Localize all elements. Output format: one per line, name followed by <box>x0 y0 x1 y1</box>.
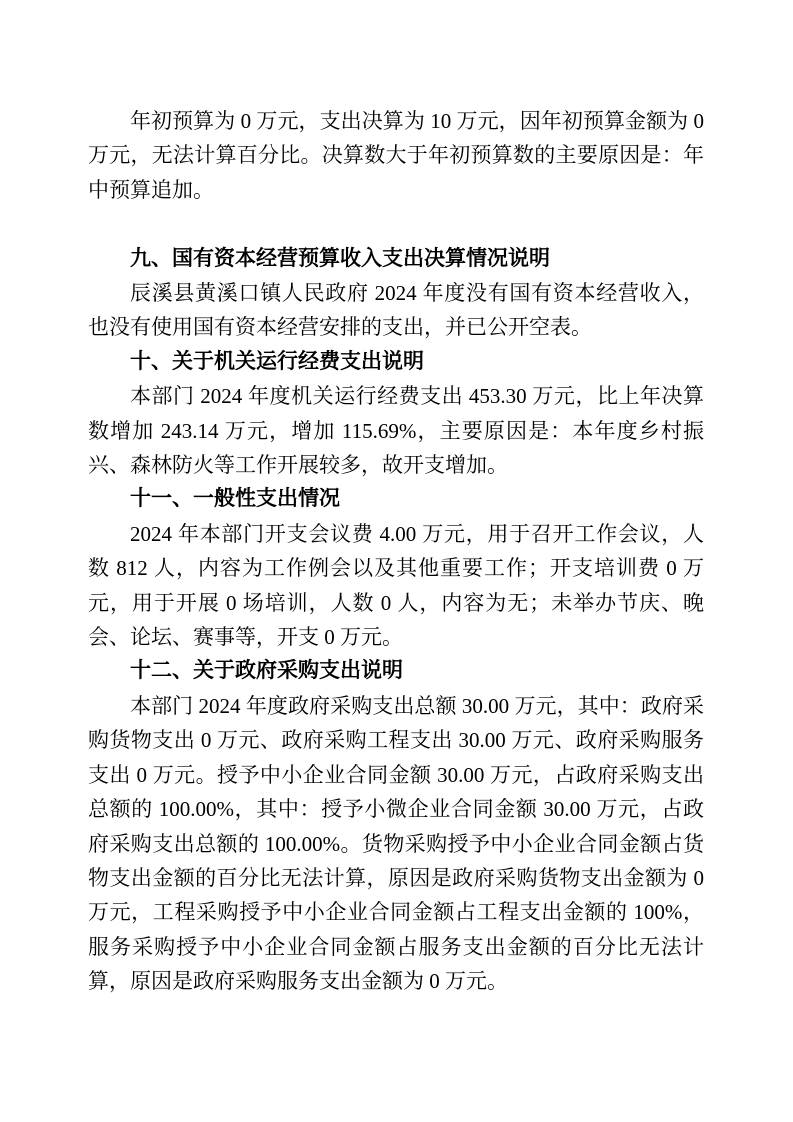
blank-line <box>88 207 704 241</box>
document-content <box>88 104 704 999</box>
paragraph-general-expenditure-detail: 2024 年本部门开支会议费 4.00 万元，用于召开工作会议，人数 812 人，内容为工作例会以及其他重要工作；开支培训费 0 万元，用于开展 0 场培训，人数 0 人，内容为无；未举办节庆、晚会、论坛、赛事等，开支 0 万元。 <box>88 521 704 650</box>
paragraph-state-capital-detail: 辰溪县黄溪口镇人民政府 2024 年度没有国有资本经营收入，也没有使用国有资本经营安排的支出，并已公开空表。 <box>88 281 704 340</box>
section-heading-10-operating-expense: 十、关于机关运行经费支出说明 <box>130 349 424 373</box>
paragraph-government-procurement-detail: 本部门 2024 年度政府采购支出总额 30.00 万元，其中：政府采购货物支出 0 万元、政府采购工程支出 30.00 万元、政府采购服务支出 0 万元。授予中小企业合同金额 30.00 万元，占政府采购支出总额的 100.00%，其中：授予小微企业合同金额 30.00 万元，占政府采购支出总额的 100.00%。货物采购授予中小企业合同金额占货物支出金额的百分比无法计算，原因是政府采购货物支出金额为 0 万元，工程采购授予中小企业合同金额占工程支出金额的 100%，服务采购授予中小企业合同金额占服务支出金额的百分比无法计算，原因是政府采购服务支出金额为 0 万元。 <box>88 693 704 994</box>
section-heading-12-government-procurement: 十二、关于政府采购支出说明 <box>130 659 403 683</box>
paragraph-operating-expense-detail: 本部门 2024 年度机关运行经费支出 453.30 万元，比上年决算数增加 243.14 万元，增加 115.69%，主要原因是：本年度乡村振兴、森林防火等工作开展较多，故开支增加。 <box>88 384 704 478</box>
paragraph-budget-change-explanation: 年初预算为 0 万元，支出决算为 10 万元，因年初预算金额为 0 万元，无法计算百分比。决算数大于年初预算数的主要原因是：年中预算追加。 <box>88 109 704 202</box>
section-heading-9-state-capital: 九、国有资本经营预算收入支出决算情况说明 <box>130 246 550 270</box>
section-heading-11-general-expenditure: 十一、一般性支出情况 <box>130 487 340 511</box>
